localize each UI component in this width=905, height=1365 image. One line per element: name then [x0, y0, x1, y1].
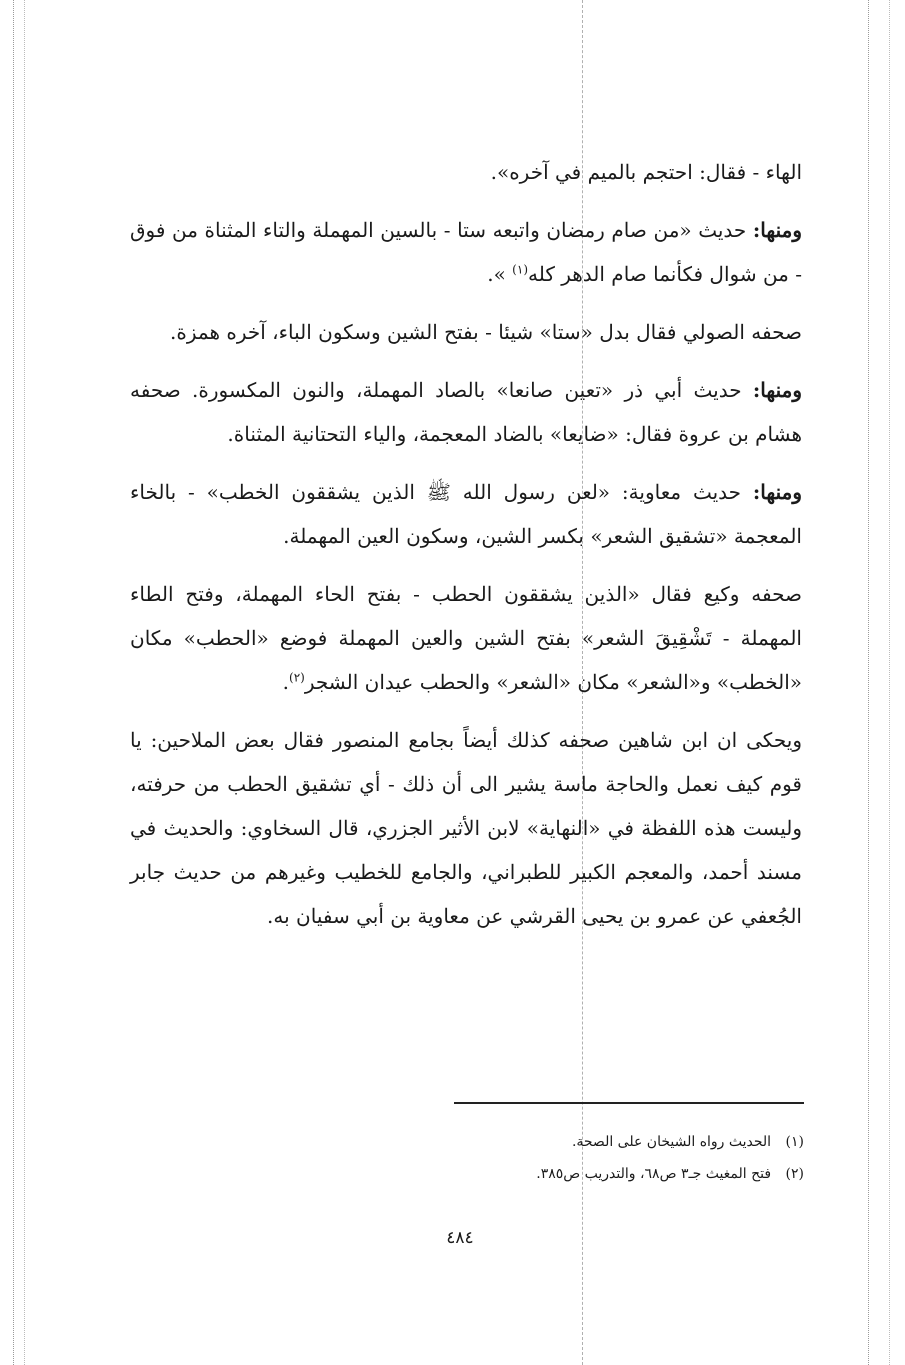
main-text	[130, 150, 802, 952]
paragraph-lead: ومنها:	[752, 378, 802, 402]
paragraph-text: صحفه وكيع فقال «الذين يشققون الحطب - بفتح الحاء المهملة، وفتح الطاء المهملة - تَشْقِيقَ الشعر» بفتح الشين والعين المهملة فوضع «الحطب» مكان «الخطب» و«الشعر» مكان «الشعر» والحطب عيدان الشجر	[130, 582, 802, 694]
paragraph-1	[130, 150, 802, 194]
paragraph-6	[130, 572, 802, 704]
paragraph-lead: ومنها:	[752, 218, 802, 242]
scan-border-left-inner	[24, 0, 25, 1365]
footnote-text: فتح المغيث جـ٣ ص٦٨، والتدريب ص٣٨٥.	[536, 1166, 772, 1182]
scan-border-right	[889, 0, 890, 1365]
paragraph-text: حديث أبي ذر «تعين صانعا» بالصاد المهملة، والنون المكسورة. صحفه هشام بن عروة فقال: «ضايعا» بالضاد المعجمة، والياء التحتانية المثناة.	[130, 378, 802, 446]
scan-border-right-inner	[868, 0, 869, 1365]
footnote-ref: (١)	[512, 262, 528, 277]
page-number: ٤٨٤	[446, 1228, 474, 1248]
paragraph-2	[130, 208, 802, 296]
footnote-separator	[454, 1102, 804, 1104]
paragraph-5	[130, 470, 802, 558]
paragraph-text: الهاء - فقال: احتجم بالميم في آخره».	[490, 160, 802, 184]
paragraph-text: صحفه الصولي فقال بدل «ستا» شيئا - بفتح الشين وسكون الباء، آخره همزة.	[170, 320, 802, 344]
paragraph-tail: .	[282, 670, 290, 694]
footnote-1	[440, 1126, 804, 1158]
paragraph-text: حديث «من صام رمضان واتبعه ستا - بالسين المهملة والتاء المثناة من فوق - من شوال فكأنما صام الدهر كله	[130, 218, 802, 286]
footnote-number: (١)	[785, 1134, 804, 1150]
footnote-text: الحديث رواه الشيخان على الصحة.	[571, 1134, 772, 1150]
paragraph-lead: ومنها:	[752, 480, 802, 504]
paragraph-3	[130, 310, 802, 354]
footnote-2	[440, 1158, 804, 1190]
scan-border-left	[13, 0, 14, 1365]
paragraph-7	[130, 718, 802, 938]
paragraph-tail: ».	[487, 262, 513, 286]
footnotes	[440, 1126, 804, 1190]
paragraph-text: ويحكى ان ابن شاهين صحفه كذلك أيضاً بجامع المنصور فقال بعض الملاحين: يا قوم كيف نعمل والحاجة ماسة يشير الى أن ذلك - أي تشقيق الحطب من حرفته، وليست هذه اللفظة في «النهاية» لابن الأثير الجزري، قال السخاوي: والحديث في مسند أحمد، والمعجم الكبير للطبراني، والجامع للخطيب وغيرهم من حديث جابر الجُعفي عن عمرو بن يحيى القرشي عن معاوية بن أبي سفيان به.	[130, 728, 802, 928]
paragraph-text: حديث معاوية: «لعن رسول الله ﷺ الذين يشققون الخطب» - بالخاء المعجمة «تشقيق الشعر» بكسر الشين، وسكون العين المهملة.	[130, 480, 802, 548]
paragraph-4	[130, 368, 802, 456]
footnote-number: (٢)	[785, 1166, 804, 1182]
footnote-ref: (٢)	[289, 670, 305, 685]
